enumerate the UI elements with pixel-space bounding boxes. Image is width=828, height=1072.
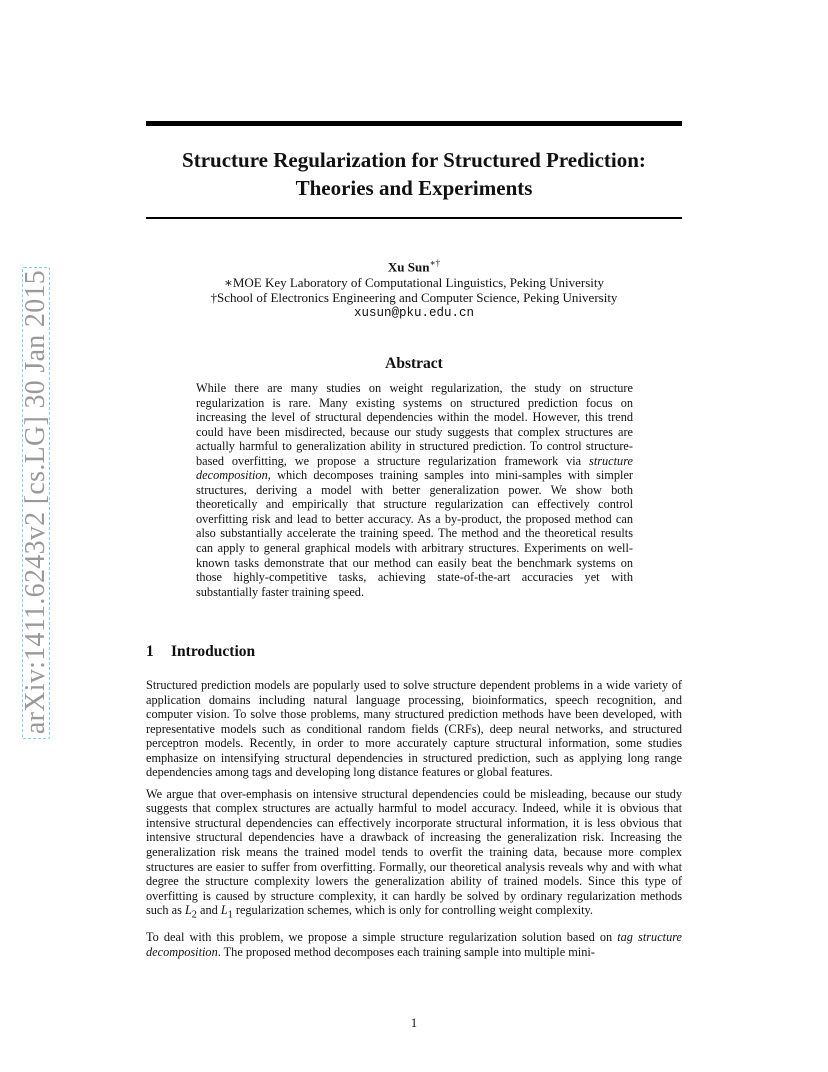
abstract-body: [196, 381, 633, 599]
affiliation-1: ∗MOE Key Laboratory of Computational Linguistics, Peking University: [223, 274, 604, 290]
title-top-rule: [146, 121, 682, 126]
author-marks: ∗†: [429, 258, 441, 268]
paragraph-3: [146, 930, 682, 959]
introduction-body: [146, 678, 682, 966]
l1-subscript: 1: [227, 909, 233, 921]
paragraph-2-and: and: [196, 903, 221, 918]
affiliation-2: †School of Electronics Engineering and Computer Science, Peking University: [210, 290, 618, 306]
paragraph-1: Structured prediction models are popularly used to solve structure dependent problems in a wide variety of application domains including natural language processing, bioinformatics, speech recognition, and computer vision. To solve those problems, many structured prediction methods have been developed, with representative models such as conditional random fields (CRFs), deep neural networks, and structured perceptron models. Recently, in order to more accurately capture structural information, some studies emphasize on intensifying structural dependencies in structured prediction, such as applying long range dependencies among tags and developing long distance features or global features.: [146, 678, 682, 780]
abstract-italic: structure decomposition: [196, 453, 633, 483]
paragraph-3-text-1: To deal with this problem, we propose a simple structure regularization solution based on: [146, 930, 618, 945]
author-block: [146, 256, 682, 321]
section-heading: [146, 643, 255, 661]
paragraph-2: [146, 787, 682, 923]
abstract-heading: Abstract: [385, 355, 443, 372]
paragraph-2-text-1: We argue that over-emphasis on intensive structural dependencies could be misleading, because our study suggests that complex structures are actually harmful to model accuracy. Indeed, while it is obvious that intensive structural dependencies can effectively incorporate structural information, it is less obvious that intensive structural dependencies have a drawback of increasing the generalization risk. Increasing the generalization risk means the trained model tends to overfit the training data, because more complex structures are easier to suffer from overfitting. Formally, our theoretical analysis reveals why and with what degree the structure complexity lowers the generalization ability of trained models. Since this type of overfitting is caused by structure complexity, it can hardly be solved by ordinary regularization methods such as: [146, 786, 682, 918]
page-number: 1: [410, 1016, 418, 1030]
section-number: 1: [146, 643, 154, 660]
title-line-1: Structure Regularization for Structured Prediction:: [182, 148, 646, 172]
author-name: Xu Sun: [387, 259, 430, 275]
l2-subscript: 2: [191, 909, 197, 921]
paper-title: [146, 146, 682, 202]
author-email: xusun@pku.edu.cn: [353, 305, 475, 320]
abstract-text-1: While there are many studies on weight regularization, the study on structure regularization is rare. Many existing systems on structured prediction focus on increasing the level of structural dependencies within the model. However, this trend could have been misdirected, because our study suggests that complex structures are actually harmful to generalization ability in structured prediction. To control structure-based overfitting, we propose a structure regularization framework via: [196, 381, 633, 468]
title-bottom-rule: [146, 217, 682, 219]
section-title: Introduction: [171, 643, 256, 660]
l1-symbol: L: [220, 903, 228, 918]
paragraph-3-text-2: . The proposed method decomposes each training sample into multiple mini-: [217, 944, 595, 959]
l2-symbol: L: [184, 903, 192, 918]
title-line-2: Theories and Experiments: [295, 176, 533, 200]
author-name-line: [146, 256, 682, 275]
abstract-text-2: , which decomposes training samples into mini-samples with simpler structures, deriving a model with better generalization power. We show both theoretically and empirically that structure regularization can effectively control overfitting risk and lead to better accuracy. As a by-product, the proposed method can also substantially accelerate the training speed. The method and the theoretical results can apply to general graphical models with arbitrary structures. Experiments on well-known tasks demonstrate that our method can easily beat the benchmark systems on those highly-competitive tasks, achieving state-of-the-art accuracies yet with substantially faster training speed.: [196, 468, 633, 599]
arxiv-stamp-text: arXiv:1411.6243v2 [cs.LG] 30 Jan 2015: [20, 269, 51, 735]
paragraph-2-text-2: regularization schemes, which is only for controlling weight complexity.: [232, 903, 593, 918]
paragraph-3-italic: tag structure decomposition: [146, 930, 683, 959]
